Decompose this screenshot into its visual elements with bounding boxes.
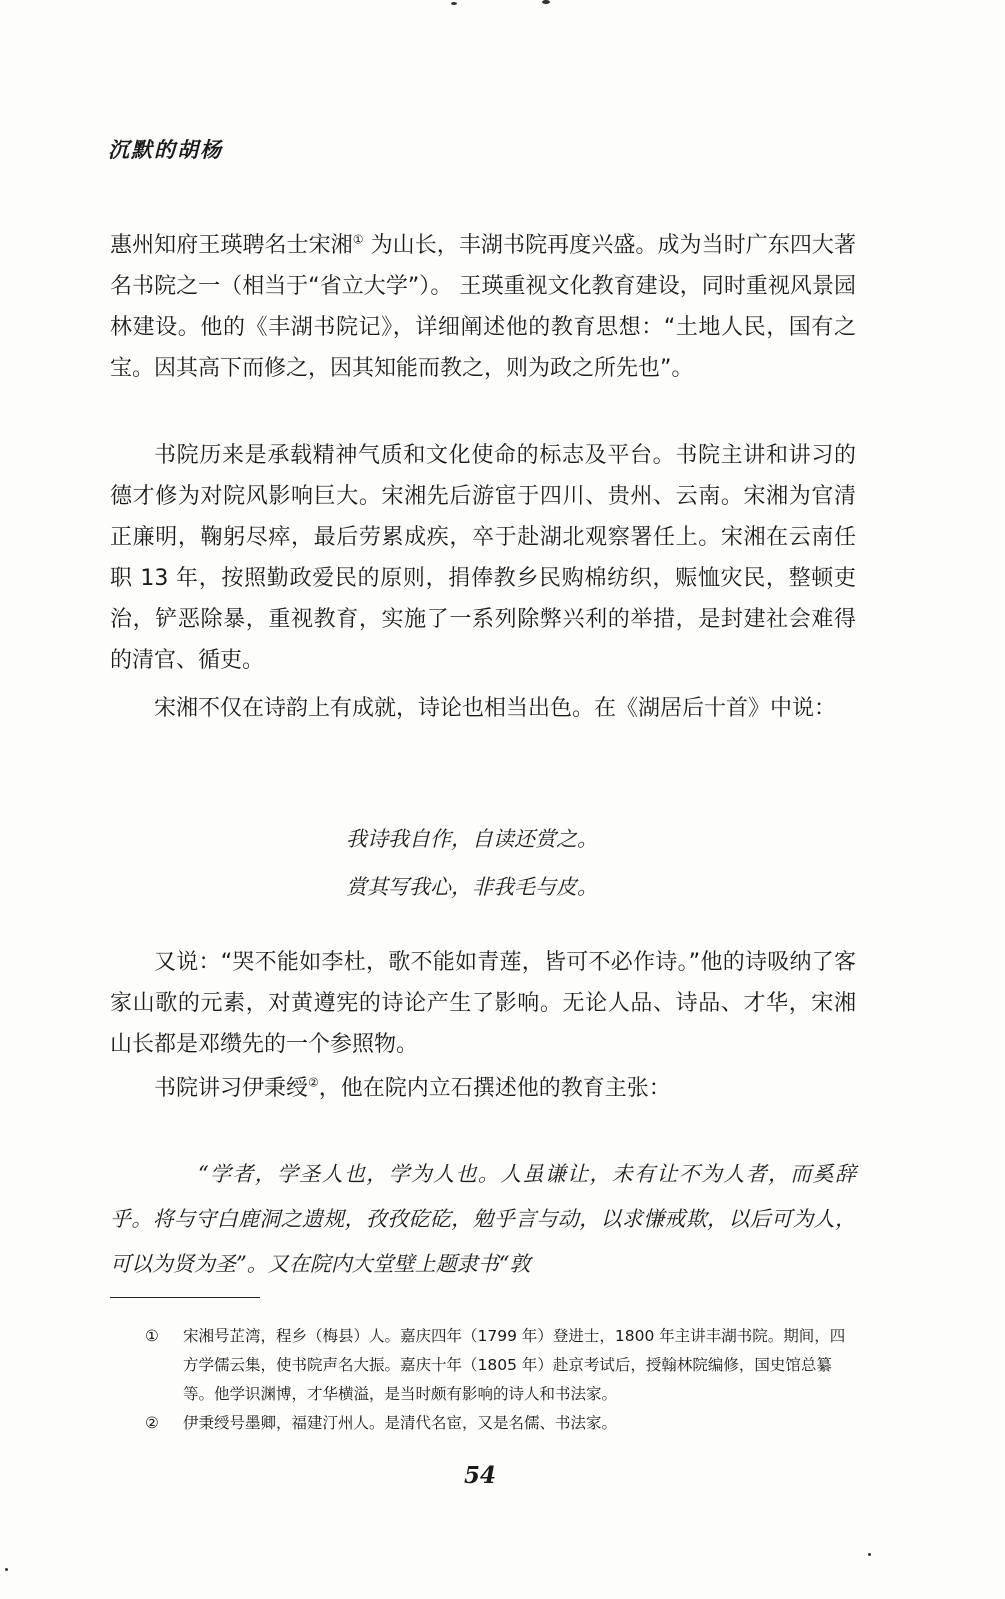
scan-speck <box>5 1568 8 1571</box>
footnote-ref-1[interactable]: ① <box>352 232 364 247</box>
paragraph-4 <box>110 942 856 1065</box>
poem-line-2: 赏其写我心，非我毛与皮。 <box>346 875 598 899</box>
footnote-ref-2[interactable]: ② <box>308 1075 319 1090</box>
footnote-divider <box>110 1297 260 1298</box>
footnote-1-text: 宋湘号芷湾，程乡（梅县）人。嘉庆四年（1799 年）登进士，1800 年主讲丰湖书院。期间，四方学儒云集，使书院声名大振。嘉庆十年（1805 年）赴京考试后，授翰林院编修，国史馆总纂等。他学识渊博，才华横溢，是当时颇有影响的诗人和书法家。 <box>183 1327 846 1403</box>
paragraph-3-text: 宋湘不仅在诗韵上有成就，诗论也相当出色。在《湖居后十首》中说： <box>154 696 837 721</box>
page-number: 54 <box>463 1462 496 1489</box>
scan-speck <box>542 0 550 4</box>
footnote-1-mark: ① <box>145 1327 159 1345</box>
paragraph-1 <box>110 225 856 389</box>
paragraph-5-text-b: ，他在院内立石撰述他的教育主张： <box>318 1076 671 1101</box>
paragraph-2-text: 书院历来是承载精神气质和文化使命的标志及平台。书院主讲和讲习的德才修为对院风影响巨大。宋湘先后游宦于四川、贵州、云南。宋湘为官清正廉明，鞠躬尽瘁，最后劳累成疾，卒于赴湖北观察署任上。宋湘在云南任职 13 年，按照勤政爱民的原则，捐俸教乡民购棉纺织，赈恤灾民，整顿吏治，铲恶除暴，重视教育，实施了一系列除弊兴利的举措，是封建社会难得的清官、循吏。 <box>110 443 856 673</box>
paragraph-1-text-b: 为山长，丰湖书院再度兴盛。成为当时广东四大著名书院之一（相当于“省立大学”）。 王瑛重视文化教育建设，同时重视风景园林建设。他的《丰湖书院记》，详细阐述他的教育思想：“土地人民，国有之宝。因其高下而修之，因其知能而教之，则为政之所先也”。 <box>110 233 856 381</box>
block-quote: “学者，学圣人也，学为人也。人虽谦让，未有让不为人者，而奚辞乎。将与守白鹿洞之遗规，孜孜矻矻，勉乎言与动，以求慊戒欺，以后可为人，可以为贤为圣”。又在院内大堂壁上题隶书“敦 <box>110 1162 856 1276</box>
paragraph-5-text-a: 书院讲习伊秉绶 <box>154 1076 309 1101</box>
poem-line-1: 我诗我自作，自读还赏之。 <box>346 827 598 851</box>
footnote-2 <box>145 1409 857 1438</box>
scan-speck <box>868 1553 871 1556</box>
paragraph-5 <box>110 1068 856 1109</box>
paragraph-2 <box>110 435 856 681</box>
footnote-1 <box>145 1322 857 1409</box>
paragraph-3 <box>110 688 856 729</box>
running-head: 沉默的胡杨 <box>108 137 223 162</box>
footnotes <box>145 1322 857 1438</box>
footnote-2-text: 伊秉绶号墨卿，福建汀州人。是清代名宦，又是名儒、书法家。 <box>183 1414 618 1432</box>
scan-speck <box>451 2 457 5</box>
paragraph-1-text-a: 惠州知府王瑛聘名士宋湘 <box>110 233 353 258</box>
paragraph-4-text: 又说：“哭不能如李杜，歌不能如青莲，皆可不必作诗。”他的诗吸纳了客家山歌的元素，对黄遵宪的诗论产生了影响。无论人品、诗品、才华，宋湘山长都是邓缵先的一个参照物。 <box>110 950 856 1057</box>
poem-block <box>346 815 598 911</box>
footnote-2-mark: ② <box>145 1414 159 1432</box>
